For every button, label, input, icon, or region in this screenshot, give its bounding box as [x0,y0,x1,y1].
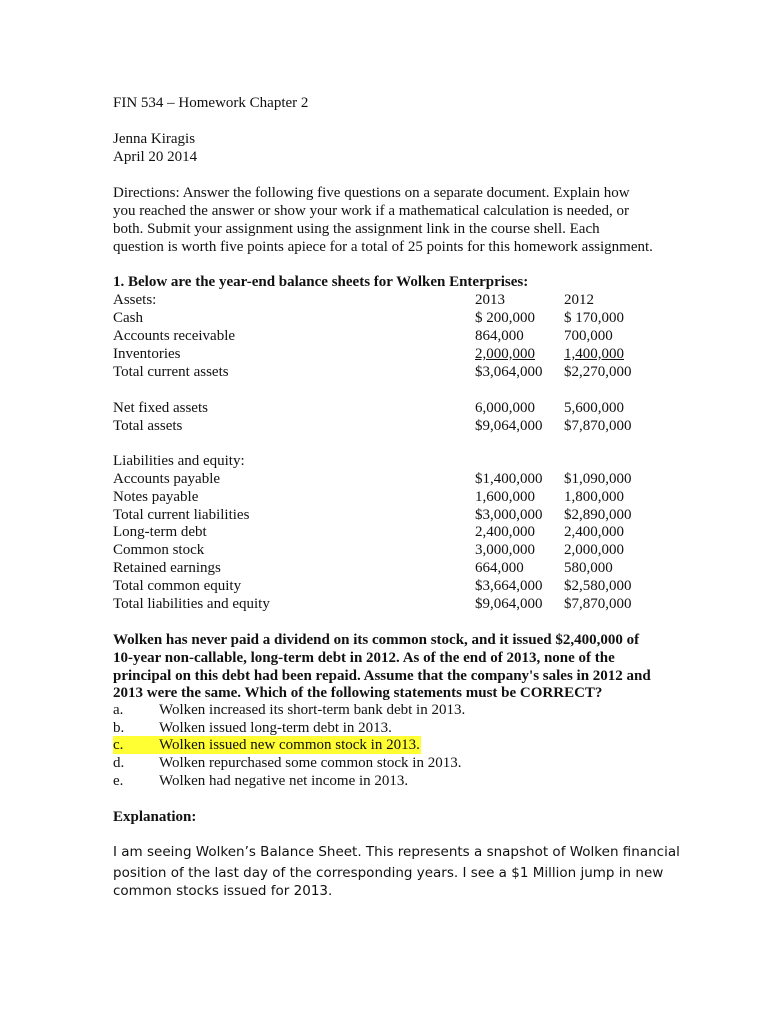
row-label: Net fixed assets [113,400,208,416]
option-letter: e. [113,773,124,789]
question-heading: 1. Below are the year-end balance sheets for Wolken Enterprises: [113,274,529,290]
explanation-heading: Explanation: [113,809,197,825]
row-label: Total liabilities and equity [113,596,270,612]
question-prompt-line: 2013 were the same. Which of the following statements must be CORRECT? [113,685,603,701]
value-2012: $2,580,000 [564,578,632,594]
liabilities-header: Liabilities and equity: [113,453,245,469]
table-row [113,595,673,613]
table-row [113,488,673,506]
value-2012: 2,400,000 [564,524,624,540]
option-text: Wolken issued new common stock in 2013. [159,737,420,753]
value-2012: 1,400,000 [564,346,624,362]
option-letter: c. [113,737,124,753]
table-row [113,345,673,363]
value-2013: $9,064,000 [475,596,543,612]
directions-line: question is worth five points apiece for a total of 25 points for this homework assignment. [113,239,653,255]
option-letter: a. [113,702,124,718]
value-2013: $3,064,000 [475,364,543,380]
option-text: Wolken increased its short-term bank debt in 2013. [159,702,466,718]
explanation-line: position of the last day of the corresponding years. I see a $1 Million jump in new [113,865,664,881]
year-2012-header: 2012 [564,292,594,308]
value-2012: $1,090,000 [564,471,632,487]
option-letter: d. [113,755,125,771]
row-label: Common stock [113,542,205,558]
row-label: Long-term debt [113,524,207,540]
value-2012: $7,870,000 [564,418,632,434]
question-prompt-line: Wolken has never paid a dividend on its common stock, and it issued $2,400,000 of [113,632,640,648]
row-label: Cash [113,310,143,326]
question-prompt-line: principal on this debt had been repaid. Assume that the company's sales in 2012 and [113,668,651,684]
row-label: Total assets [113,418,183,434]
option-text: Wolken had negative net income in 2013. [159,773,409,789]
table-row [113,417,673,435]
table-row [113,577,673,595]
directions-line: Directions: Answer the following five questions on a separate document. Explain how [113,185,630,201]
explanation-line: common stocks issued for 2013. [113,883,333,899]
document-date: April 20 2014 [113,149,198,165]
row-label: Accounts payable [113,471,221,487]
value-2012: $7,870,000 [564,596,632,612]
value-2013: $ 200,000 [475,310,535,326]
table-row [113,541,673,559]
author-name: Jenna Kiragis [113,131,196,147]
row-label: Total common equity [113,578,242,594]
value-2013: $1,400,000 [475,471,543,487]
table-row [113,523,673,541]
value-2013: 2,400,000 [475,524,535,540]
value-2012: 580,000 [564,560,613,576]
table-row [113,309,673,327]
value-2013: 3,000,000 [475,542,535,558]
table-row [113,399,673,417]
value-2013: 864,000 [475,328,524,344]
directions-line: you reached the answer or show your work if a mathematical calculation is needed, or [113,203,630,219]
value-2013: 6,000,000 [475,400,535,416]
value-2012: $2,270,000 [564,364,632,380]
explanation-line: I am seeing Wolken’s Balance Sheet. This represents a snapshot of Wolken financial [113,844,680,860]
table-row [113,470,673,488]
value-2013: $3,000,000 [475,507,543,523]
table-row [113,327,673,345]
row-label: Accounts receivable [113,328,236,344]
question-prompt-line: 10-year non-callable, long-term debt in 2012. As of the end of 2013, none of the [113,650,615,666]
value-2013: 664,000 [475,560,524,576]
row-label: Total current liabilities [113,507,250,523]
row-label: Notes payable [113,489,199,505]
option-text: Wolken repurchased some common stock in 2013. [159,755,462,771]
option-text: Wolken issued long-term debt in 2013. [159,720,392,736]
row-label: Inventories [113,346,181,362]
row-label: Retained earnings [113,560,221,576]
value-2013: 2,000,000 [475,346,535,362]
assets-header-row [113,291,673,309]
table-row [113,559,673,577]
table-row [113,363,673,381]
row-label: Total current assets [113,364,229,380]
table-row [113,506,673,524]
year-2013-header: 2013 [475,292,505,308]
value-2012: 1,800,000 [564,489,624,505]
value-2013: $3,664,000 [475,578,543,594]
row-label: Assets: [113,292,157,308]
option-letter: b. [113,720,125,736]
value-2012: 5,600,000 [564,400,624,416]
value-2012: $2,890,000 [564,507,632,523]
value-2013: $9,064,000 [475,418,543,434]
directions-line: both. Submit your assignment using the assignment link in the course shell. Each [113,221,600,237]
value-2012: 2,000,000 [564,542,624,558]
document-title: FIN 534 – Homework Chapter 2 [113,95,309,111]
value-2012: $ 170,000 [564,310,624,326]
value-2012: 700,000 [564,328,613,344]
value-2013: 1,600,000 [475,489,535,505]
